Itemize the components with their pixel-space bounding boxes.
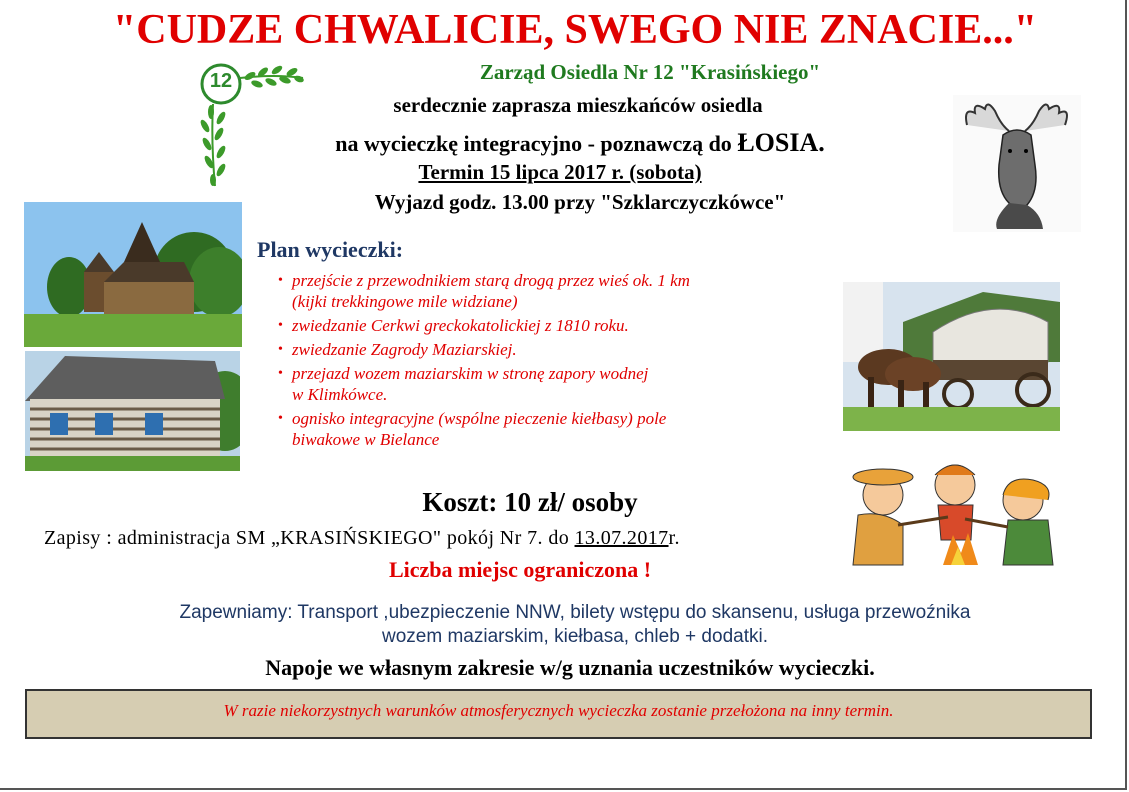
plan-item [276,270,836,312]
weather-note-box [25,689,1092,739]
signup-suffix: r. [668,527,680,549]
bullet-icon: • [278,411,283,426]
moose-illustration [953,95,1081,232]
bullet-icon: • [278,366,283,381]
trip-line [260,128,900,158]
signup-info [44,527,844,550]
trip-date: Termin 15 lipca 2017 r. (sobota) [418,160,702,184]
included-services-line: wozem maziarskim, kiełbasa, chleb + dodatki. [382,626,768,647]
weather-note-text: W razie niekorzystnych warunków atmosferycznych wycieczka zostanie przełożona na inny termin. [223,701,894,720]
included-services-line: Zapewniamy: Transport ,ubezpieczenie NNW, bilety wstępu do skansenu, usługa przewoźnika [179,602,971,623]
plan-item-text: przejście z przewodnikiem starą drogą przez wieś ok. 1 km [292,271,690,290]
invitation-text: serdecznie zaprasza mieszkańców osiedla [393,93,763,117]
organizer-name: Zarząd Osiedla Nr 12 "Krasińskiego" [479,60,821,84]
horse-wagon-photo [843,282,1060,431]
limited-seats-notice: Liczba miejsc ograniczona ! [388,557,652,582]
bullet-icon: • [278,273,283,288]
bullet-icon: • [278,342,283,357]
plan-item [276,339,836,360]
plan-item-continuation: (kijki trekkingowe mile widziane) [292,292,518,311]
plan-item-text: zwiedzanie Cerkwi greckokatolickiej z 1810 roku. [292,316,629,335]
logo-number: 12 [209,70,233,92]
estate-logo [195,62,305,188]
campfire-cartoon [843,455,1061,572]
plan-item-text: przejazd wozem maziarskim w stronę zapory wodnej [292,364,649,383]
signup-text: Zapisy : administracja SM „KRASIŃSKIEGO" pokój Nr 7. do [44,527,570,549]
plan-title: Plan wycieczki: [257,237,404,262]
plan-item-continuation: biwakowe w Bielance [292,430,440,449]
plan-item-continuation: w Klimkówce. [292,385,388,404]
drinks-notice: Napoje we własnym zakresie w/g uznania uczestników wycieczki. [265,655,875,680]
bullet-icon: • [278,318,283,333]
poster-title: "CUDZE CHWALICIE, SWEGO NIE ZNACIE..." [112,7,1038,53]
signup-deadline: 13.07.2017 [574,527,669,549]
plan-item [276,363,836,405]
plan-item-text: ognisko integracyjne (wspólne pieczenie kiełbasy) pole [292,409,667,428]
trip-prefix: na wycieczkę integracyjno - poznawczą do [335,131,732,156]
included-services [90,601,1060,649]
plan-item [276,408,836,450]
trip-destination: ŁOSIA. [737,128,825,157]
cottage-photo [25,351,240,471]
departure-info: Wyjazd godz. 13.00 przy "Szklarczyczkówce" [374,190,786,214]
trip-cost: Koszt: 10 zł/ osoby [422,487,638,517]
plan-item-text: zwiedzanie Zagrody Maziarskiej. [292,340,517,359]
church-photo [24,202,242,347]
plan-list [276,270,836,453]
plan-item [276,315,836,336]
